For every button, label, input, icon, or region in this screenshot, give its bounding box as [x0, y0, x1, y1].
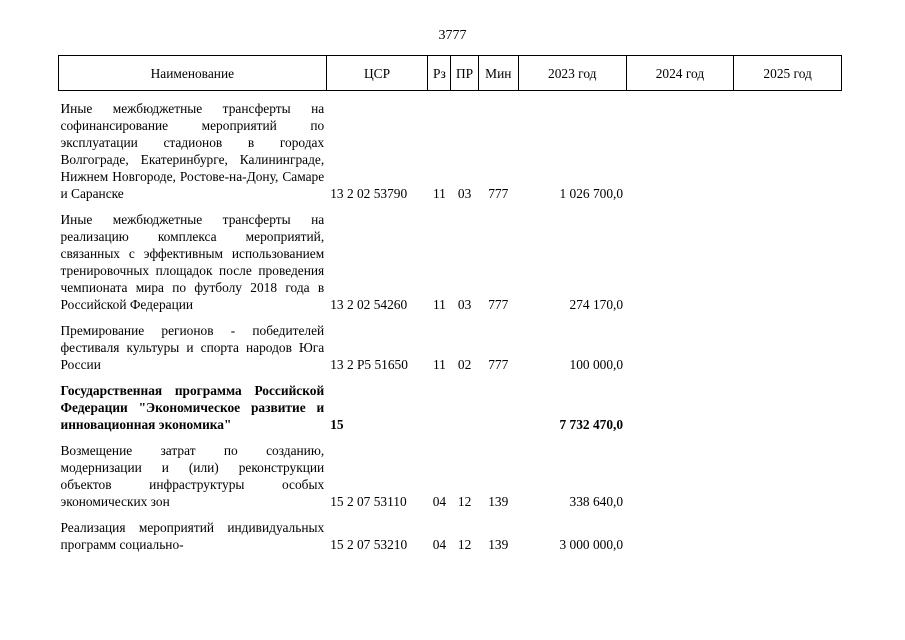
table-row	[59, 519, 842, 553]
row-pr: 03	[457, 186, 472, 201]
row-rz	[428, 382, 451, 433]
row-min: 777	[488, 297, 509, 312]
row-csr: 13 2 02 53790	[330, 186, 408, 201]
table-row	[59, 322, 842, 373]
header-2025: 2025 год	[734, 56, 842, 91]
header-min: Мин	[478, 56, 518, 91]
row-2023: 1 026 700,0	[559, 186, 624, 201]
row-pr: 02	[457, 357, 472, 372]
row-pr	[451, 382, 478, 433]
row-2024	[626, 519, 734, 553]
header-csr: ЦСР	[326, 56, 428, 91]
row-min	[478, 382, 518, 433]
row-2023: 7 732 470,0	[559, 417, 624, 432]
row-csr: 13 2 02 54260	[330, 297, 408, 312]
header-name: Наименование	[59, 56, 327, 91]
row-csr: 15 2 07 53210	[330, 537, 408, 552]
row-2023: 274 170,0	[569, 297, 624, 312]
row-2024	[626, 100, 734, 202]
row-name: Премирование регионов - победителей фестиваля культуры и спорта народов Юга России	[60, 323, 325, 372]
row-rz: 11	[432, 297, 446, 312]
row-name: Иные межбюджетные трансферты на реализацию комплекса мероприятий, связанных с эффективным использованием тренировочных площадок после проведения чемпионата мира по футболу 2018 года в Российской Федерации	[60, 212, 325, 312]
row-pr: 03	[457, 297, 472, 312]
row-name: Государственная программа Российской Федерации "Экономическое развитие и инновационная экономика"	[60, 383, 325, 432]
row-name: Иные межбюджетные трансферты на софинансирование мероприятий по эксплуатации стадионов в городах Волгограде, Екатеринбурге, Калининграде, Нижнем Новгороде, Ростове-на-Дону, Самаре и Саранске	[60, 101, 325, 201]
budget-table	[58, 55, 842, 553]
row-rz: 11	[432, 186, 446, 201]
table-row	[59, 442, 842, 510]
row-pr: 12	[457, 494, 472, 509]
row-pr: 12	[457, 537, 472, 552]
row-csr: 13 2 P5 51650	[330, 357, 408, 372]
row-csr: 15 2 07 53110	[330, 494, 407, 509]
row-name: Реализация мероприятий индивидуальных программ социально-	[60, 520, 325, 552]
table-header-row	[59, 56, 842, 91]
row-csr: 15	[330, 417, 344, 432]
header-2023: 2023 год	[518, 56, 626, 91]
row-min: 777	[488, 186, 509, 201]
row-name: Возмещение затрат по созданию, модернизации и (или) реконструкции объектов инфраструктуры особых экономических зон	[60, 443, 325, 509]
header-rz: Рз	[428, 56, 451, 91]
row-2024	[626, 442, 734, 510]
row-min: 139	[488, 494, 509, 509]
row-2023: 3 000 000,0	[559, 537, 624, 552]
table-row-program	[59, 382, 842, 433]
row-2023: 338 640,0	[569, 494, 624, 509]
row-rz: 04	[432, 494, 447, 509]
row-2023: 100 000,0	[569, 357, 624, 372]
header-2024: 2024 год	[626, 56, 734, 91]
header-pr: ПР	[451, 56, 478, 91]
row-min: 139	[488, 537, 509, 552]
row-rz: 04	[432, 537, 447, 552]
row-2024	[626, 211, 734, 313]
row-2024	[626, 382, 734, 433]
page-number: 3777	[438, 28, 467, 43]
row-2025	[734, 442, 842, 510]
row-2025	[734, 382, 842, 433]
table-row	[59, 100, 842, 202]
row-rz: 11	[432, 357, 446, 372]
row-2025	[734, 519, 842, 553]
row-2025	[734, 211, 842, 313]
row-2025	[734, 100, 842, 202]
table-row	[59, 211, 842, 313]
row-min: 777	[488, 357, 509, 372]
row-2024	[626, 322, 734, 373]
row-2025	[734, 322, 842, 373]
